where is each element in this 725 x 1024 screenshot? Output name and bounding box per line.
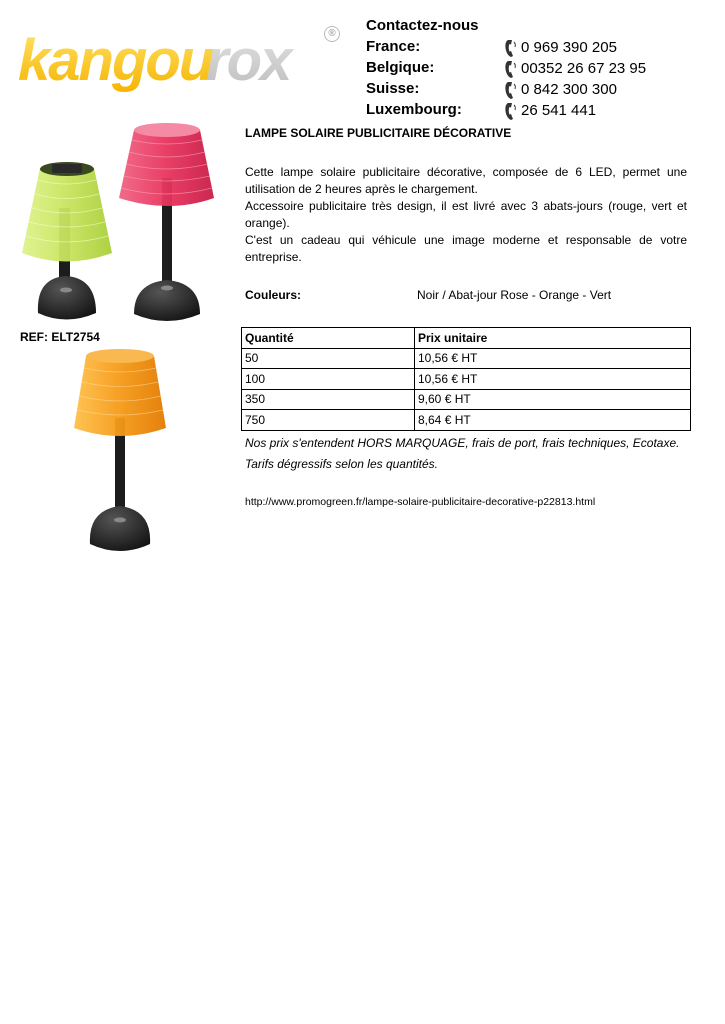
price-cell: 10,56 € HT [415, 369, 691, 390]
description-paragraph: Cette lampe solaire publicitaire décorative, composée de 6 LED, permet une utilisation de 2 heures après le chargement. [245, 165, 687, 196]
table-row [242, 389, 691, 410]
table-row [242, 369, 691, 390]
phone-icon [504, 102, 518, 121]
quantity-cell: 750 [242, 410, 415, 431]
quantity-cell: 100 [242, 369, 415, 390]
pricing-note: Tarifs dégressifs selon les quantités. [245, 457, 438, 471]
contact-title: Contactez-nous [366, 17, 479, 34]
description-paragraph: C'est un cadeau qui véhicule une image moderne et responsable de votre entreprise. [245, 233, 687, 264]
colors-label: Couleurs: [245, 288, 302, 302]
phone-icon [504, 60, 518, 79]
country-label: Belgique: [366, 59, 435, 76]
phone-icon [504, 81, 518, 100]
price-cell: 10,56 € HT [415, 348, 691, 369]
phone-number[interactable]: 0 842 300 300 [521, 81, 617, 98]
table-header-row [242, 328, 691, 349]
registered-mark: ® [324, 26, 340, 42]
phone-number[interactable]: 26 541 441 [521, 102, 597, 119]
phone-number[interactable]: 0 969 390 205 [521, 39, 617, 56]
price-cell: 8,64 € HT [415, 410, 691, 431]
pricing-note: Nos prix s'entendent HORS MARQUAGE, frais de port, frais techniques, Ecotaxe. [245, 436, 680, 450]
product-description [245, 164, 687, 266]
price-cell: 9,60 € HT [415, 389, 691, 410]
phone-number[interactable]: 00352 26 67 23 95 [521, 60, 647, 77]
quantity-cell: 50 [242, 348, 415, 369]
country-label: France: [366, 38, 421, 55]
price-table [241, 327, 691, 431]
description-paragraph: Accessoire publicitaire très design, il est livré avec 3 abats-jours (rouge, vert et orange). [245, 199, 687, 230]
quantity-cell: 350 [242, 389, 415, 410]
column-header-unit-price: Prix unitaire [415, 328, 691, 349]
table-row [242, 348, 691, 369]
pricing-notes [245, 433, 695, 475]
phone-icon [504, 39, 518, 58]
table-row [242, 410, 691, 431]
contact-belgique [366, 59, 686, 79]
logo-text-rox: rox [206, 28, 291, 92]
product-url-link[interactable]: http://www.promogreen.fr/lampe-solaire-publicitaire-decorative-p22813.html [245, 496, 596, 508]
product-reference: REF: ELT2754 [20, 330, 100, 344]
column-header-quantity: Quantité [242, 328, 415, 349]
contact-luxembourg [366, 101, 686, 121]
contact-france [366, 38, 686, 58]
product-image-green-pink-lamps [14, 118, 228, 330]
product-title: LAMPE SOLAIRE PUBLICITAIRE DÉCORATIVE [245, 126, 512, 140]
colors-value: Noir / Abat-jour Rose - Orange - Vert [417, 288, 612, 302]
country-label: Luxembourg: [366, 101, 462, 118]
kangourox-logo [18, 22, 336, 92]
contact-suisse [366, 80, 686, 100]
product-image-orange-lamp [70, 348, 170, 554]
country-label: Suisse: [366, 80, 420, 97]
logo-text-kangou: kangou [18, 28, 213, 92]
